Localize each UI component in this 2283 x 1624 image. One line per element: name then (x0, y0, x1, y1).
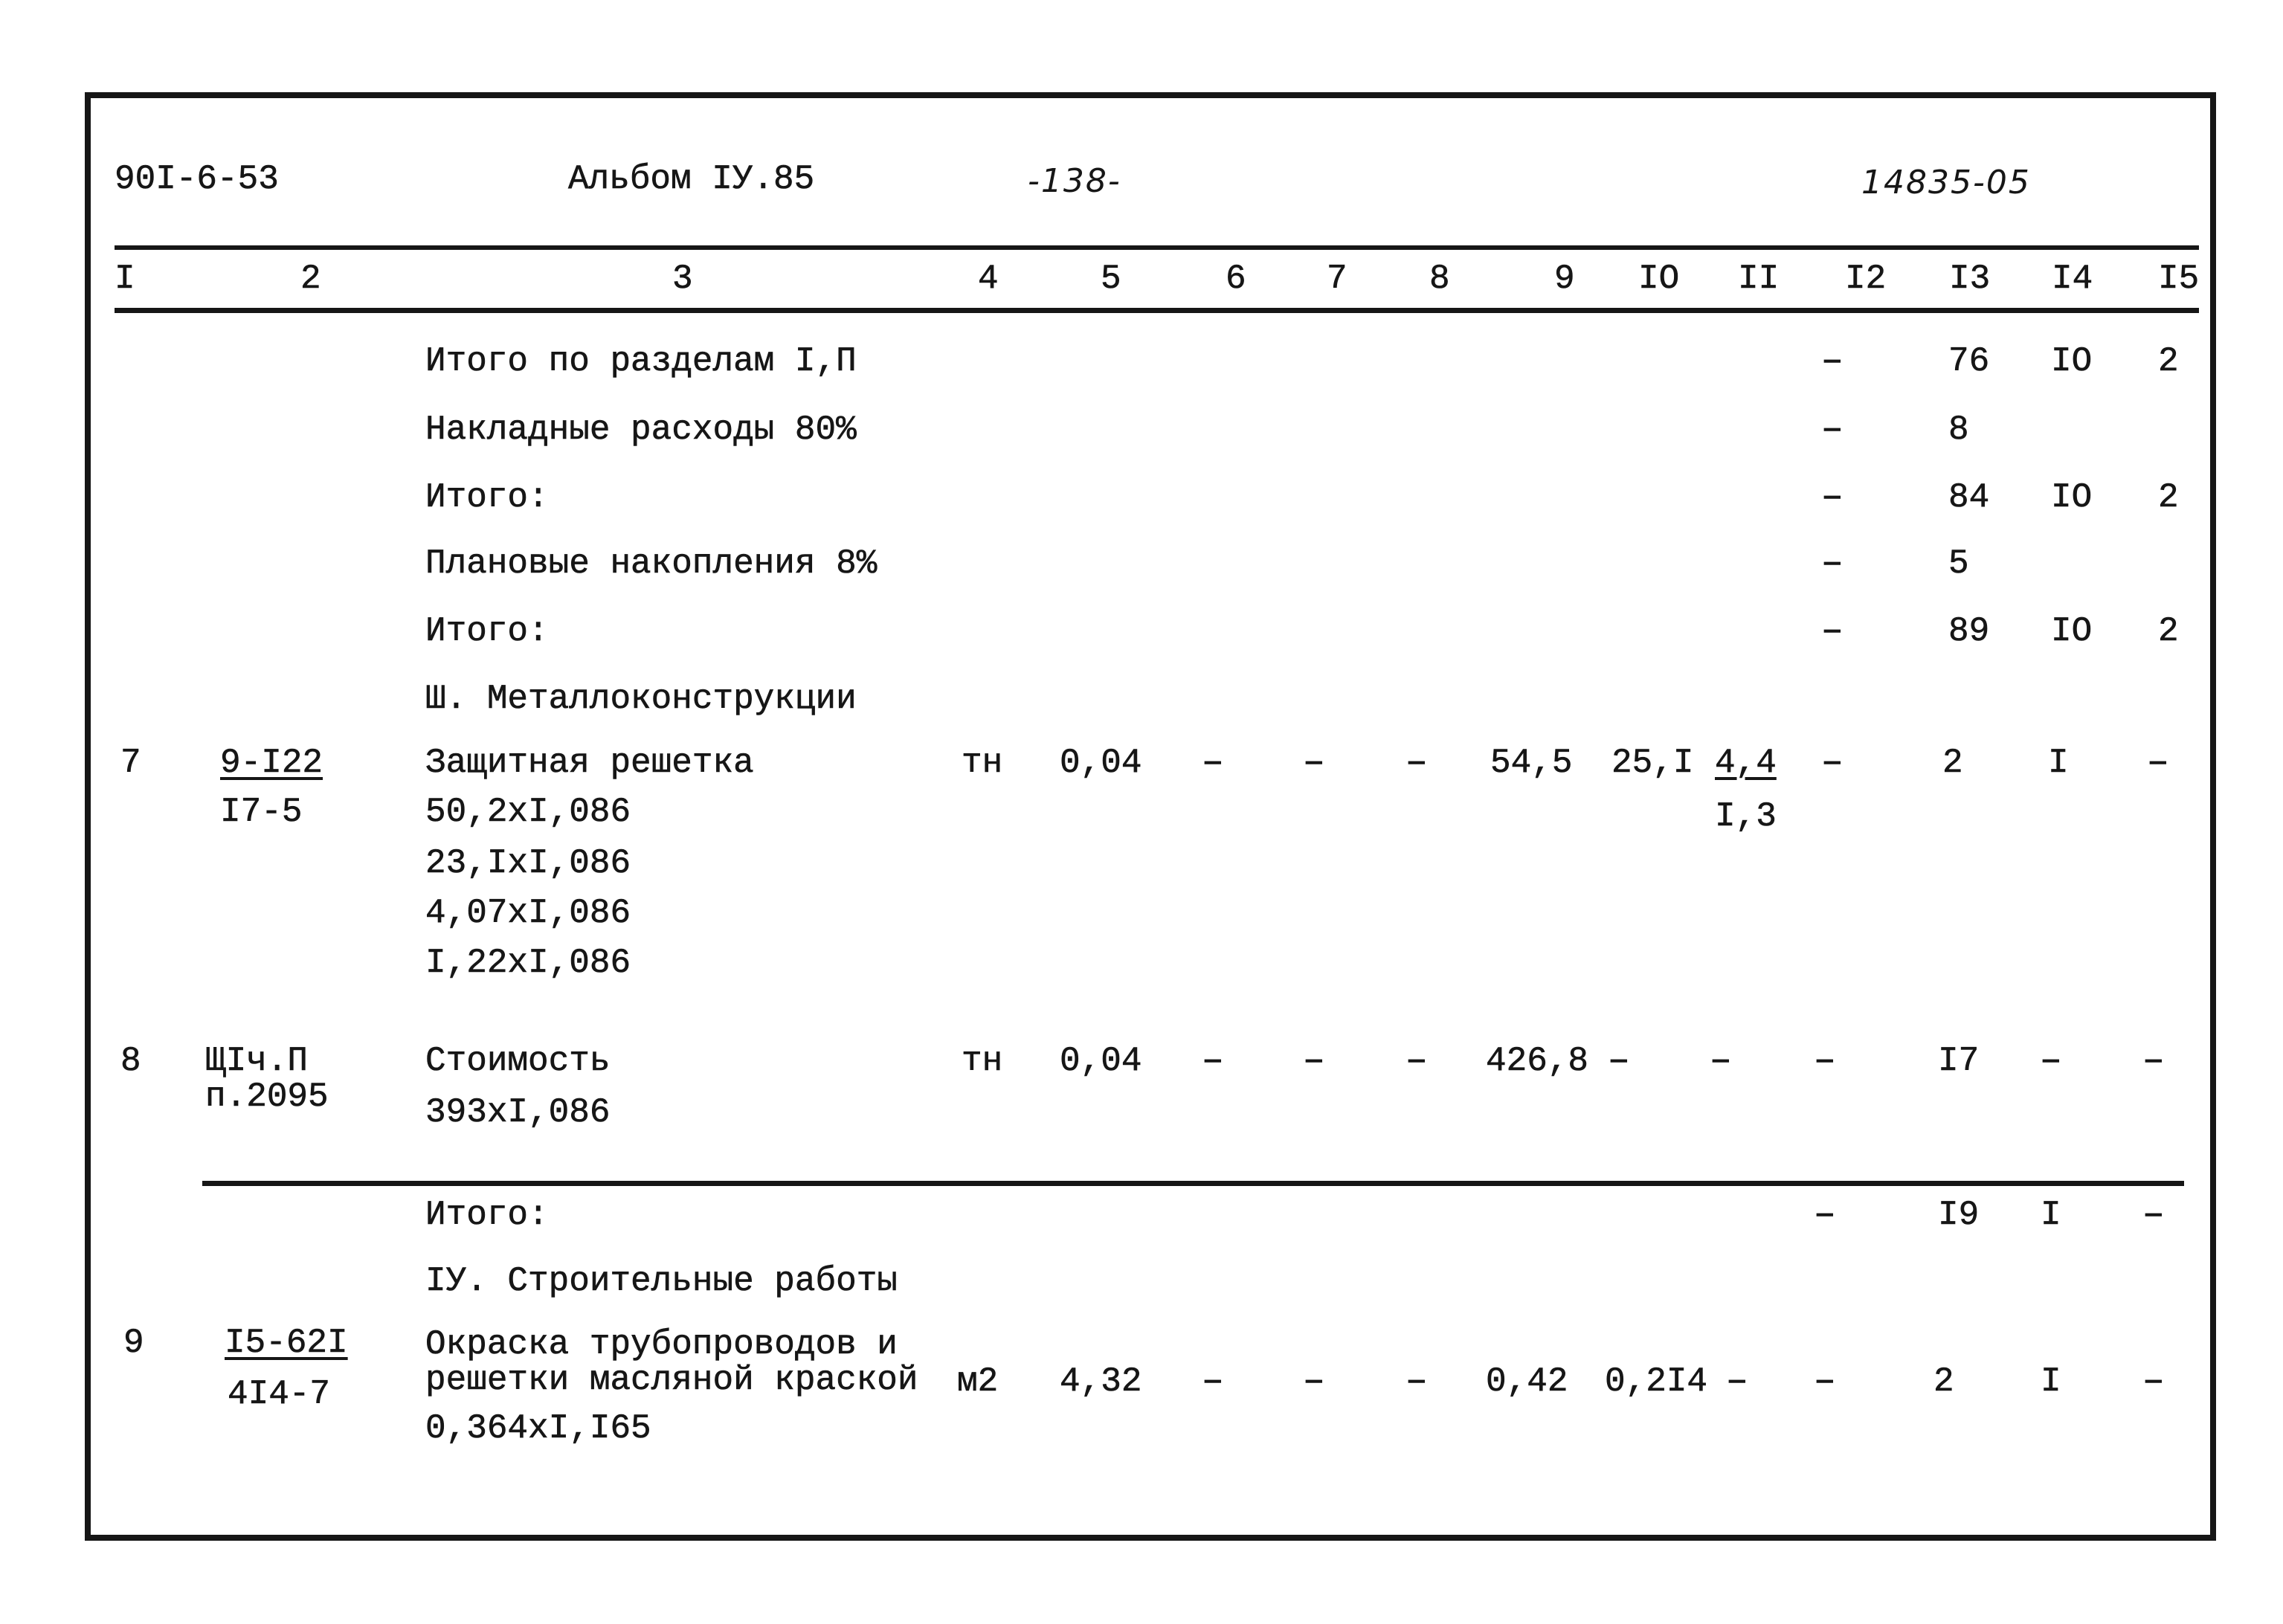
row-formula: 0,364xI,I65 (425, 1409, 651, 1448)
value-cell: IO (2051, 612, 2093, 651)
header-rule (115, 245, 2199, 250)
column-header-rule (115, 308, 2199, 313)
code-denominator: 4I4-7 (228, 1375, 331, 1414)
value-cell: 76 (1948, 342, 1990, 381)
value-cell: 426,8 (1486, 1042, 1589, 1080)
value-cell: 0,42 (1486, 1362, 1568, 1401)
row-label: Плановые накопления 8% (425, 544, 878, 583)
value-cell: 2 (2158, 478, 2179, 517)
value-cell: 54,5 (1490, 744, 1573, 782)
column-number: I2 (1845, 260, 1887, 298)
row-formula: 50,2xI,086 (425, 793, 631, 831)
value-cell: 89 (1948, 612, 1990, 651)
dash-cell: - (1815, 478, 1850, 517)
page-number: -138- (1028, 162, 1121, 200)
dash-cell: - (2136, 1042, 2171, 1080)
dash-cell: - (1703, 1042, 1739, 1080)
dash-cell: - (1815, 342, 1850, 381)
value-cell: 0,2I4 (1605, 1362, 1708, 1401)
row-label: Стоимость (425, 1042, 611, 1080)
column-number: 4 (978, 260, 999, 298)
dash-cell: - (2136, 1362, 2171, 1401)
unit: тн (962, 744, 1003, 782)
row-label: Итого: (425, 1196, 549, 1234)
value-cell: 2 (1933, 1362, 1954, 1401)
dash-cell: - (1807, 1042, 1843, 1080)
value-cell: IO (2051, 342, 2093, 381)
dash-cell: - (1807, 1196, 1843, 1234)
dash-cell: - (1719, 1362, 1755, 1401)
row-label: Итого: (425, 478, 549, 517)
dash-cell: - (1815, 410, 1850, 449)
unit: м2 (957, 1362, 999, 1401)
column-number: 9 (1554, 260, 1575, 298)
value-cell: I7 (1938, 1042, 1980, 1080)
dash-cell: - (1296, 744, 1332, 782)
column-number: I5 (2158, 260, 2200, 298)
value-cell: I9 (1938, 1196, 1980, 1234)
column-number: 6 (1226, 260, 1246, 298)
row-formula: 4,07xI,086 (425, 894, 631, 932)
value-cell: 8 (1948, 410, 1969, 449)
column-number: 2 (300, 260, 321, 298)
row-label: Итого по разделам I,П (425, 342, 857, 381)
column-number: 5 (1101, 260, 1121, 298)
column-number: IO (1638, 260, 1680, 298)
code-denominator: I7-5 (220, 793, 303, 831)
value-cell: 2 (2158, 342, 2179, 381)
dash-cell: - (1296, 1362, 1332, 1401)
column-number: 8 (1429, 260, 1450, 298)
dash-cell: - (1399, 1042, 1434, 1080)
value-denominator: I,3 (1715, 797, 1777, 836)
dash-cell: - (1807, 1362, 1843, 1401)
value-numerator: 4,4 (1715, 744, 1777, 782)
dash-cell: - (1296, 1042, 1332, 1080)
value-cell: I (2048, 744, 2069, 782)
value-cell: 5 (1948, 544, 1969, 583)
column-number: I (115, 260, 135, 298)
quantity: 0,04 (1060, 744, 1142, 782)
value-cell: IO (2051, 478, 2093, 517)
dash-cell: - (1195, 1362, 1231, 1401)
dash-cell: - (1815, 612, 1850, 651)
column-number: II (1738, 260, 1780, 298)
dash-cell: - (2140, 744, 2176, 782)
section-title: Ш. Металлоконструкции (425, 680, 857, 718)
dash-cell: - (1195, 1042, 1231, 1080)
column-number: I3 (1949, 260, 1991, 298)
item-number: 7 (120, 744, 141, 782)
row-label: Итого: (425, 612, 549, 651)
code-reference: ЩIч.П (205, 1042, 309, 1080)
code-numerator: I5-62I (225, 1324, 348, 1362)
row-formula: I,22xI,086 (425, 944, 631, 982)
quantity: 4,32 (1060, 1362, 1142, 1401)
value-cell: 84 (1948, 478, 1990, 517)
header-code: 90I-6-53 (115, 160, 279, 199)
dash-cell: - (1815, 544, 1850, 583)
unit: тн (962, 1042, 1003, 1080)
row-formula: 23,IxI,086 (425, 844, 631, 883)
dash-cell: - (1601, 1042, 1637, 1080)
value-cell: 2 (1942, 744, 1963, 782)
row-formula: 393xI,086 (425, 1093, 611, 1132)
row-label: Окраска трубопроводов и (425, 1325, 898, 1364)
section-title: IУ. Строительные работы (425, 1262, 898, 1301)
value-cell: 2 (2158, 612, 2179, 651)
dash-cell: - (2033, 1042, 2069, 1080)
quantity: 0,04 (1060, 1042, 1142, 1080)
item-number: 8 (120, 1042, 141, 1080)
dash-cell: - (1399, 1362, 1434, 1401)
item-number: 9 (123, 1324, 144, 1362)
dash-cell: - (1815, 744, 1850, 782)
row-label: Накладные расходы 80% (425, 410, 857, 449)
column-number: I4 (2052, 260, 2093, 298)
column-number: 7 (1327, 260, 1347, 298)
dash-cell: - (1399, 744, 1434, 782)
row-label-continued: решетки масляной краской (425, 1361, 918, 1399)
code-paragraph: п.2095 (205, 1077, 329, 1116)
column-number: 3 (672, 260, 693, 298)
album-label: Альбом IУ.85 (568, 160, 815, 199)
dash-cell: - (1195, 744, 1231, 782)
value-cell: I (2041, 1196, 2061, 1234)
subtotal-rule (202, 1181, 2184, 1186)
document-number: 14835-05 (1861, 164, 2031, 202)
value-cell: I (2041, 1362, 2061, 1401)
dash-cell: - (2136, 1196, 2171, 1234)
value-cell: 25,I (1611, 744, 1694, 782)
code-numerator: 9-I22 (220, 744, 323, 782)
row-label: Защитная решетка (425, 744, 754, 782)
